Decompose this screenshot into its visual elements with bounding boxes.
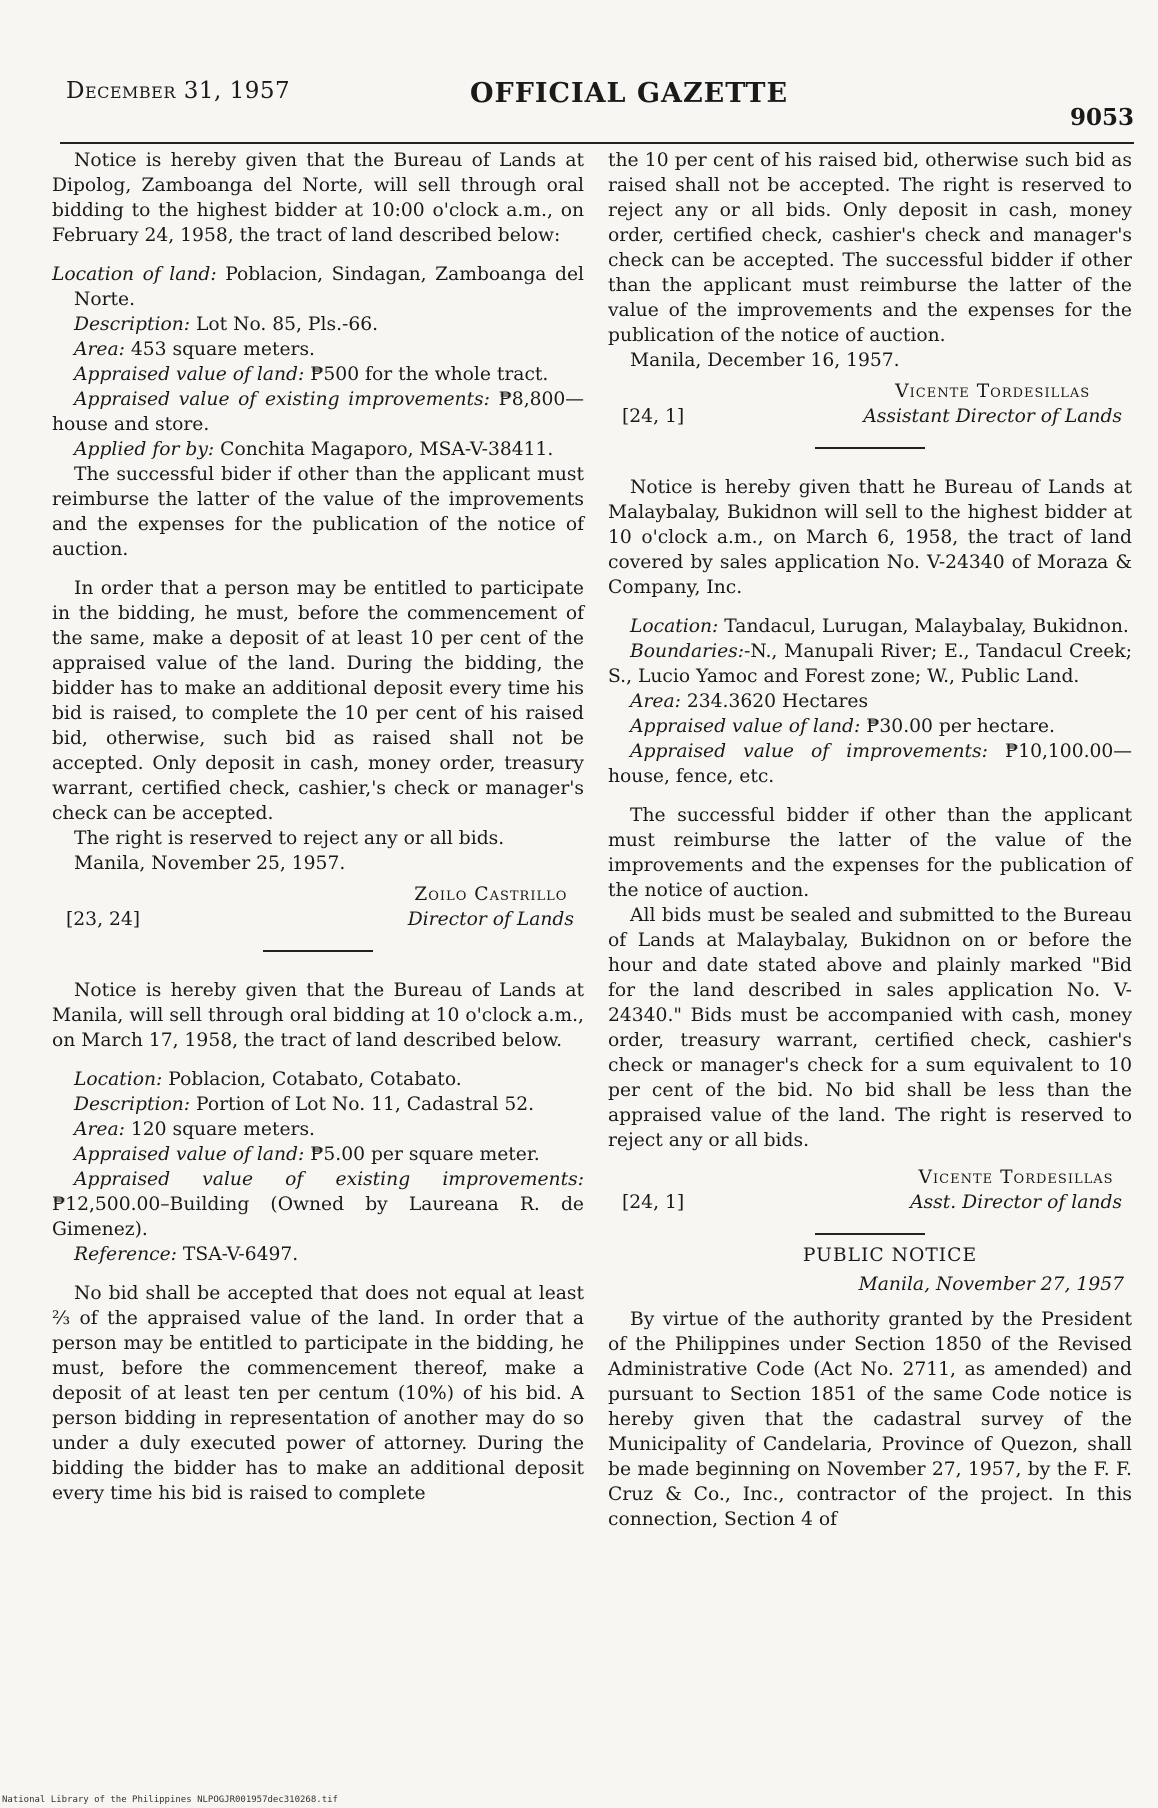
notice-location bbox=[608, 614, 1132, 639]
notice-location bbox=[52, 1067, 584, 1092]
notice-body-part1: No bid shall be accepted that does not equal at least ⅔ of the appraised value of the land. In order that a person may be entitled to participate in the bidding, he must, before the commencement thereof, make a deposit of at least ten per centum (10%) of his bid. A person bidding in representation of another may do so under a duly executed power of attorney. During the bidding the bidder has to make an additional deposit every time his bid is raised to complete bbox=[52, 1283, 584, 1504]
notice-malaybalay bbox=[608, 475, 1132, 1215]
field-label: Description: bbox=[74, 1094, 191, 1115]
notice-value-land bbox=[52, 1142, 584, 1167]
field-label: Location of land: bbox=[52, 264, 217, 285]
field-label: Boundaries: bbox=[630, 641, 745, 662]
notice-reimburse: The successful bidder if other than the applicant must reimburse the latter of the value of the improvements and the expenses for the publication of the notice of auction. bbox=[608, 805, 1132, 901]
signer-name: Vicente Tordesillas bbox=[918, 1167, 1114, 1188]
left-column bbox=[52, 148, 584, 1506]
notice-bids: All bids must be sealed and submitted to the Bureau of Lands at Malaybalay, Bukidnon on or before the hour and date stated above and plainly marked "Bid for the land described in sales application No. V-24340." Bids must be accompanied with cash, money order, treasury warrant, certified check, cashier's check or manager's check for a sum equivalent to 10 per cent of the bid. No bid shall be less than the appraised value of the land. The right is reserved to reject any or all bids. bbox=[608, 905, 1132, 1151]
signature-block bbox=[408, 882, 584, 932]
signer-title: Assistant Director of Lands bbox=[863, 406, 1122, 427]
notice-deposit: In order that a person may be entitled to participate in the bidding, he must, before the commencement of the same, make a deposit of at least 10 per cent of the appraised value of the land. During the bidding, the bidder has to make an additional deposit every time his bid is raised, to complete the 10 per cent of his raised bid, otherwise, such bid as raised shall not be accepted. Only deposit in cash, money order, treasury warrant, certified check, cashier,'s check or manager's check can be accepted. bbox=[52, 578, 584, 824]
field-value: ₱5.00 per square meter. bbox=[310, 1144, 540, 1165]
section-divider bbox=[263, 950, 373, 952]
field-label: Applied for by: bbox=[74, 439, 215, 460]
signature-block bbox=[863, 379, 1132, 429]
page-number: 9053 bbox=[1069, 104, 1134, 131]
public-notice-date: Manila, November 27, 1957 bbox=[858, 1274, 1124, 1295]
notice-applicant bbox=[52, 437, 584, 462]
notice-dateline: Manila, November 25, 1957. bbox=[74, 853, 346, 874]
field-label: Area: bbox=[630, 691, 681, 712]
field-value: ₱500 for the whole tract. bbox=[310, 364, 549, 385]
notice-signature bbox=[608, 1165, 1132, 1215]
notice-cotabato-continued bbox=[608, 148, 1132, 429]
notice-cotabato bbox=[52, 978, 584, 1506]
signer-title: Director of Lands bbox=[407, 909, 574, 930]
notice-area bbox=[608, 689, 1132, 714]
notice-value-improvements bbox=[608, 739, 1132, 789]
notice-body-part2: the 10 per cent of his raised bid, otherwise such bid as raised shall not be accepted. The right is reserved to reject any or all bids. Only deposit in cash, money order, certified check, cashier's check and manager's check can be accepted. The successful bidder if other than the applicant must reimburse the latter of the value of the improvements and the expenses for the publication of the notice of auction. bbox=[608, 150, 1132, 346]
public-notice-title: PUBLIC NOTICE bbox=[802, 1245, 978, 1266]
field-label: Appraised value of land: bbox=[630, 716, 861, 737]
notice-reference bbox=[52, 1242, 584, 1267]
issue-reference: [23, 24] bbox=[66, 909, 141, 930]
field-label: Appraised value of land: bbox=[74, 364, 305, 385]
field-value: Tandacul, Lurugan, Malaybalay, Bukidnon. bbox=[724, 616, 1129, 637]
notice-value-land bbox=[52, 362, 584, 387]
field-value: Poblacion, Cotabato, Cotabato. bbox=[168, 1069, 462, 1090]
field-label: Location: bbox=[74, 1069, 163, 1090]
notice-intro: Notice is hereby given that the Bureau of Lands at Dipolog, Zamboanga del Norte, will sell through oral bidding to the highest bidder at 10:00 o'clock a.m., on February 24, 1958, the tract of land described below: bbox=[52, 150, 584, 246]
notice-dateline: Manila, December 16, 1957. bbox=[630, 350, 900, 371]
section-divider bbox=[815, 1233, 925, 1235]
running-header-title: OFFICIAL GAZETTE bbox=[470, 78, 789, 109]
notice-value-improvements bbox=[52, 1167, 584, 1242]
field-value: Lot No. 85, Pls.-66. bbox=[196, 314, 379, 335]
field-value: ₱8,800—house and store. bbox=[52, 389, 584, 435]
issue-reference: [24, 1] bbox=[622, 1192, 685, 1213]
section-divider bbox=[815, 447, 925, 449]
scan-footer: National Library of the Philippines NLPOGJR001957dec310268.tif bbox=[2, 1795, 338, 1805]
signer-title: Asst. Director of lands bbox=[910, 1192, 1122, 1213]
running-header-date: December 31, 1957 bbox=[66, 78, 291, 104]
notice-signature bbox=[608, 379, 1132, 429]
field-label: Description: bbox=[74, 314, 191, 335]
notice-dipolog bbox=[52, 148, 584, 932]
field-value: Conchita Magaporo, MSA-V-38411. bbox=[220, 439, 554, 460]
notice-intro: Notice is hereby given that the Bureau of Lands at Manila, will sell through oral bidding at 10 o'clock a.m., on March 17, 1958, the tract of land described below. bbox=[52, 980, 584, 1051]
notice-value-land bbox=[608, 714, 1132, 739]
field-label: Area: bbox=[74, 339, 125, 360]
notice-area bbox=[52, 1117, 584, 1142]
notice-description bbox=[52, 1092, 584, 1117]
field-label: Location: bbox=[630, 616, 719, 637]
field-value: Portion of Lot No. 11, Cadastral 52. bbox=[196, 1094, 535, 1115]
issue-reference: [24, 1] bbox=[622, 406, 685, 427]
field-value: ₱30.00 per hectare. bbox=[866, 716, 1055, 737]
field-label: Appraised value of existing improvements: bbox=[74, 1169, 584, 1190]
right-column bbox=[608, 148, 1132, 1532]
notice-right: The right is reserved to reject any or all bids. bbox=[74, 828, 505, 849]
signer-name: Vicente Tordesillas bbox=[895, 381, 1091, 402]
field-label: Appraised value of existing improvements: bbox=[74, 389, 490, 410]
field-value: -N., Manupali River; E., Tandacul Creek; S., Lucio Yamoc and Forest zone; W., Public Land. bbox=[608, 641, 1132, 687]
notice-value-improvements bbox=[52, 387, 584, 437]
field-value: 453 square meters. bbox=[130, 339, 315, 360]
field-value: Poblacion, Sindagan, Zamboanga del Norte. bbox=[74, 264, 584, 310]
field-value: 234.3620 Hectares bbox=[686, 691, 869, 712]
notice-boundaries bbox=[608, 639, 1132, 689]
field-value: TSA-V-6497. bbox=[182, 1244, 299, 1265]
notice-signature bbox=[52, 882, 584, 932]
field-label: Reference: bbox=[74, 1244, 177, 1265]
field-value: ₱12,500.00–Building (Owned by Laureana R. de Gimenez). bbox=[52, 1194, 584, 1240]
public-notice-body: By virtue of the authority granted by the President of the Philippines under Section 1850 of the Revised Administrative Code (Act No. 2711, as amended) and pursuant to Section 1851 of the same Code notice is hereby given that the cadastral survey of the Municipality of Candelaria, Province of Quezon, shall be made beginning on November 27, 1957, by the F. F. Cruz & Co., Inc., contractor of the project. In this connection, Section 4 of bbox=[608, 1309, 1132, 1530]
field-value: 120 square meters. bbox=[130, 1119, 315, 1140]
field-label: Appraised value of land: bbox=[74, 1144, 305, 1165]
notice-description bbox=[52, 312, 584, 337]
signer-name: Zoilo Castrillo bbox=[414, 884, 568, 905]
field-value: ₱10,100.00—house, fence, etc. bbox=[608, 741, 1132, 787]
field-label: Appraised value of improvements: bbox=[630, 741, 988, 762]
notice-area bbox=[52, 337, 584, 362]
signature-block bbox=[910, 1165, 1132, 1215]
field-label: Area: bbox=[74, 1119, 125, 1140]
header-rule bbox=[60, 142, 1134, 144]
notice-reimburse: The successful bider if other than the applicant must reimburse the latter of the value of the improvements and the expenses for the publication of the notice of auction. bbox=[52, 464, 584, 560]
public-notice bbox=[608, 1243, 1132, 1532]
notice-location bbox=[52, 262, 584, 312]
notice-intro: Notice is hereby given thatt he Bureau of Lands at Malaybalay, Bukidnon will sell to the highest bidder at 10 o'clock a.m., on March 6, 1958, the tract of land covered by sales application No. V-24340 of Moraza & Company, Inc. bbox=[608, 477, 1132, 598]
